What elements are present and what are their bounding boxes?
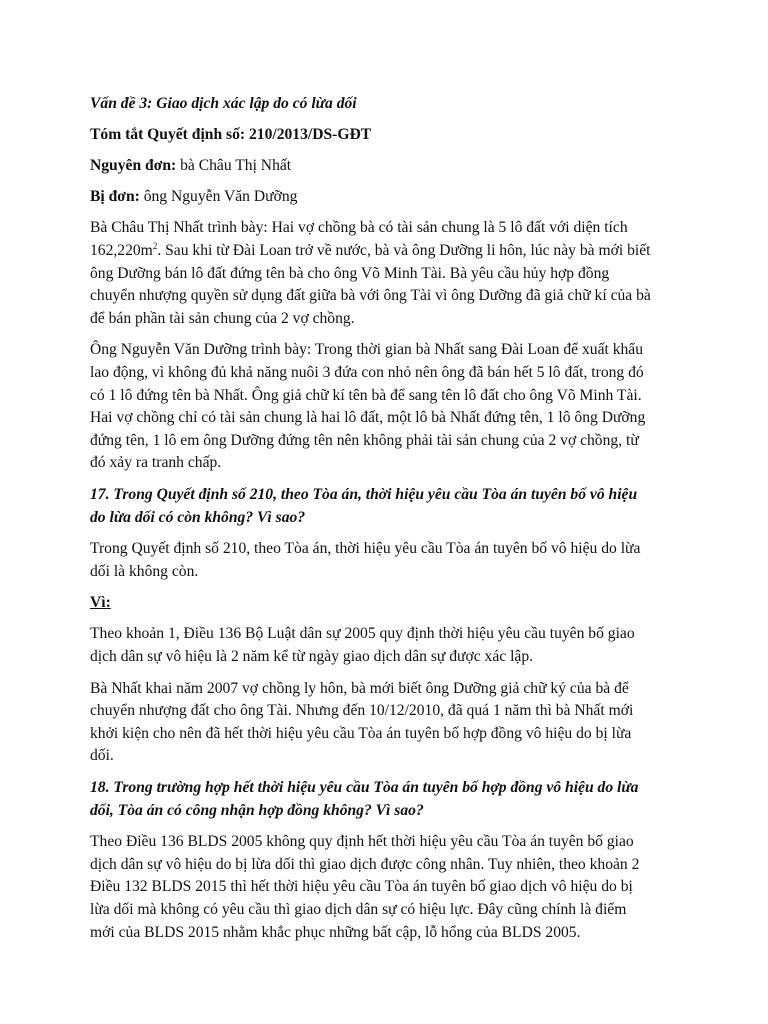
area-superscript: 2 — [152, 240, 158, 251]
paragraph-line: có 1 lô đứng tên bà Nhất. Ông giả chữ kí tên bà để sang tên lô đất cho ông Võ Minh Tài. — [90, 386, 642, 404]
paragraph-line: đó xảy ra tranh chấp. — [90, 454, 222, 472]
decision-summary-title: Tóm tắt Quyết định số: 210/2013/DS-GĐT — [90, 126, 372, 144]
paragraph-line: lừa dối mà không có yêu cầu thì giao dịch dân sự có hiệu lực. Đây cũng chính là điểm — [90, 900, 627, 918]
plaintiff-label: Nguyên đơn: — [90, 157, 177, 175]
paragraph-line: đứng tên, 1 lô em ông Dưỡng đứng tên nên không phải tài sản chung của 2 vợ chồng, từ — [90, 431, 639, 449]
paragraph-line: Theo khoản 1, Điều 136 Bộ Luật dân sự 2005 quy định thời hiệu yêu cầu tuyên bố giao — [90, 625, 635, 643]
question-line: 18. Trong trường hợp hết thời hiệu yêu cầu Tòa án tuyên bố hợp đồng vô hiệu do lừa — [90, 778, 639, 796]
defendant-value: ông Nguyễn Văn Dưỡng — [139, 188, 298, 206]
paragraph-line: Ông Nguyễn Văn Dưỡng trình bày: Trong thời gian bà Nhất sang Đài Loan để xuất khẩu — [90, 341, 644, 359]
question-line: dối, Tòa án có công nhận hợp đồng không? Vì sao? — [90, 801, 424, 819]
paragraph-line: Điều 132 BLDS 2015 thì hết thời hiệu yêu cầu Tòa án tuyên bố giao dịch vô hiệu do bị — [90, 878, 633, 896]
plaintiff-statement-paragraph — [90, 217, 686, 330]
paragraph-line: khởi kiện cho nên đã hết thời hiệu yêu cầu Tòa án tuyên bố hợp đồng vô hiệu do bị lừa — [90, 724, 632, 742]
plaintiff-value: bà Châu Thị Nhất — [176, 157, 292, 175]
paragraph-line: ông Dưỡng bán lô đất đứng tên bà cho ông Võ Minh Tài. Bà yêu cầu hủy hợp đồng — [90, 264, 610, 282]
question-line: do lừa dối có còn không? Vì sao? — [90, 508, 306, 526]
because-label: Vì: — [90, 594, 111, 612]
paragraph-line: Bà Châu Thị Nhất trình bày: Hai vợ chồng bà có tài sản chung là 5 lô đất với diện tích — [90, 219, 628, 237]
defendant-label: Bị đơn: — [90, 188, 140, 206]
paragraph-line: dịch dân sự vô hiệu do bị lừa dối thì giao dịch được công nhân. Tuy nhiên, theo khoản 2 — [90, 855, 640, 873]
question-line: 17. Trong Quyết định số 210, theo Tòa án, thời hiệu yêu cầu Tòa án tuyên bố vô hiệu — [90, 485, 638, 503]
document-page — [90, 93, 686, 953]
paragraph-line: Theo Điều 136 BLDS 2005 không quy định hết thời hiệu yêu cầu Tòa án tuyên bố giao — [90, 833, 634, 851]
question-17 — [90, 484, 686, 529]
issue-heading: Vấn đề 3: Giao dịch xác lập do có lừa dối — [90, 95, 357, 112]
plaintiff-line — [90, 155, 686, 178]
paragraph-line: Hai vợ chồng chỉ có tài sản chung là hai lô đất, một lô bà Nhất đứng tên, 1 lô ông Dưỡng — [90, 409, 646, 427]
defendant-line — [90, 186, 686, 209]
paragraph-text: . Sau khi từ Đài Loan trở về nước, bà và ông Dưỡng li hôn, lúc này bà mới biết — [157, 241, 651, 259]
paragraph-line: lao động, vì không đủ khả năng nuôi 3 đứa con nhỏ nên ông đã bán hết 5 lô đất, trong đó — [90, 363, 644, 381]
paragraph-line: chuyển nhượng đất cho ông Tài. Nhưng đến 10/12/2010, đã quá 1 năm thì bà Nhất mới — [90, 702, 634, 720]
paragraph-line: chuyển nhượng quyền sử dụng đất giữa bà với ông Tài vì ông Dưỡng đã giả chữ kí của bà — [90, 287, 651, 305]
paragraph-line: để bán phần tài sản chung của 2 vợ chồng. — [90, 309, 355, 327]
law-provision-paragraph — [90, 623, 686, 668]
paragraph-line: dối. — [90, 747, 114, 765]
paragraph-line: dịch dân sự vô hiệu là 2 năm kể từ ngày giao dịch dân sự được xác lập. — [90, 647, 534, 665]
paragraph-line: Trong Quyết định số 210, theo Tòa án, thời hiệu yêu cầu Tòa án tuyên bố vô hiệu do lừa — [90, 540, 641, 558]
paragraph-line: Bà Nhất khai năm 2007 vợ chồng ly hôn, bà mới biết ông Dưỡng giả chữ ký của bà để — [90, 679, 629, 697]
area-value: 162,220m — [90, 241, 153, 259]
answer-17-paragraph — [90, 538, 686, 583]
answer-18-paragraph — [90, 831, 686, 944]
paragraph-line — [90, 240, 686, 263]
paragraph-line: dối là không còn. — [90, 562, 199, 580]
facts-paragraph — [90, 678, 686, 768]
question-18 — [90, 777, 686, 822]
paragraph-line: mới của BLDS 2015 nhằm khắc phục những bất cập, lỗ hổng của BLDS 2005. — [90, 923, 581, 941]
defendant-statement-paragraph — [90, 339, 686, 475]
